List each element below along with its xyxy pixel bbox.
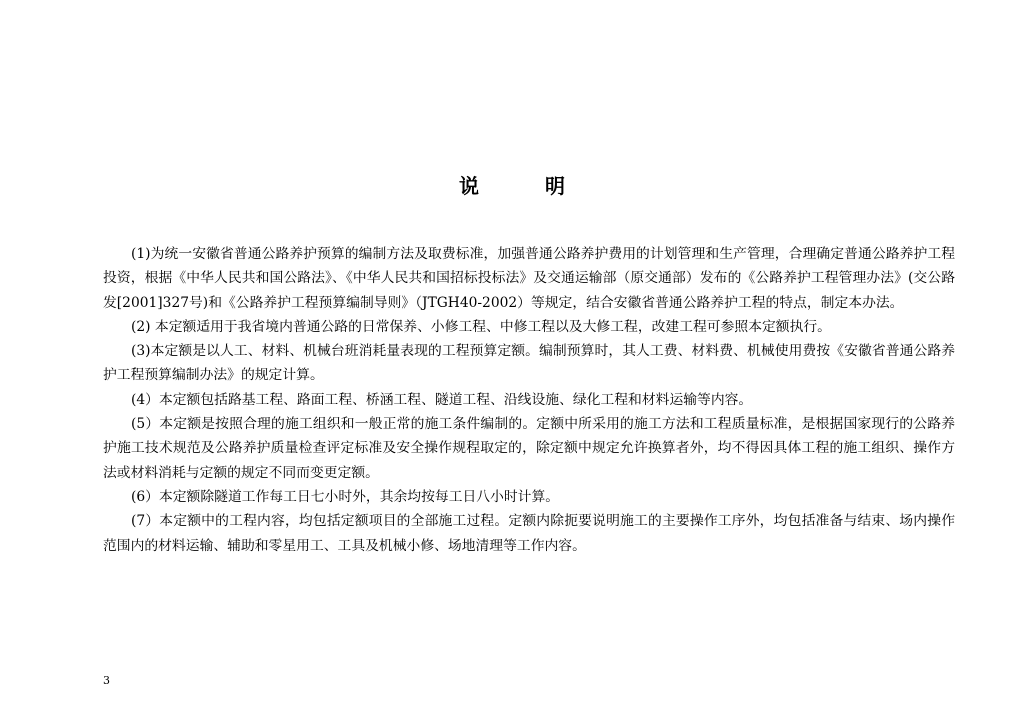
paragraph-7: (7）本定额中的工程内容，均包括定额项目的全部施工过程。定额内除扼要说明施工的主要操作工序外，均包括准备与结束、场内操作范围内的材料运输、辅助和零星用工、工具及机械小修、场地清理等工作内容。 bbox=[103, 513, 955, 554]
paragraph-5: (5）本定额是按照合理的施工组织和一般正常的施工条件编制的。定额中所采用的施工方法和工程质量标准，是根据国家现行的公路养护施工技术规范及公路养护质量检查评定标准及安全操作规程取定的，除定额中规定允许换算者外，均不得因具体工程的施工组织、操作方法或材料消耗与定额的规定不同而变更定额。 bbox=[103, 416, 955, 481]
body-text bbox=[103, 242, 955, 558]
page-number: 3 bbox=[103, 674, 110, 687]
paragraph-1: (1)为统一安徽省普通公路养护预算的编制方法及取费标准，加强普通公路养护费用的计划管理和生产管理，合理确定普通公路养护工程投资，根据《中华人民共和国公路法》、《中华人民共和国招标投标法》及交通运输部（原交通部）发布的《公路养护工程管理办法》(交公路发[2001]327号)和《公路养护工程预算编制导则》（JTGH40-2002）等规定，结合安徽省普通公路养护工程的特点，制定本办法。 bbox=[103, 246, 955, 311]
paragraph-4: (4）本定额包括路基工程、路面工程、桥涵工程、隧道工程、沿线设施、绿化工程和材料运输等内容。 bbox=[131, 391, 753, 408]
title-char-2: 明 bbox=[545, 174, 565, 198]
paragraph-2: (2) 本定额适用于我省境内普通公路的日常保养、小修工程、中修工程以及大修工程，改建工程可参照本定额执行。 bbox=[131, 318, 831, 335]
paragraph-6: (6）本定额除隧道工作每工日七小时外，其余均按每工日八小时计算。 bbox=[131, 488, 560, 505]
page-title bbox=[0, 170, 1024, 199]
title-char-1: 说 bbox=[459, 174, 479, 198]
paragraph-3: (3)本定额是以人工、材料、机械台班消耗量表现的工程预算定额。编制预算时，其人工费、材料费、机械使用费按《安徽省普通公路养护工程预算编制办法》的规定计算。 bbox=[103, 343, 955, 384]
